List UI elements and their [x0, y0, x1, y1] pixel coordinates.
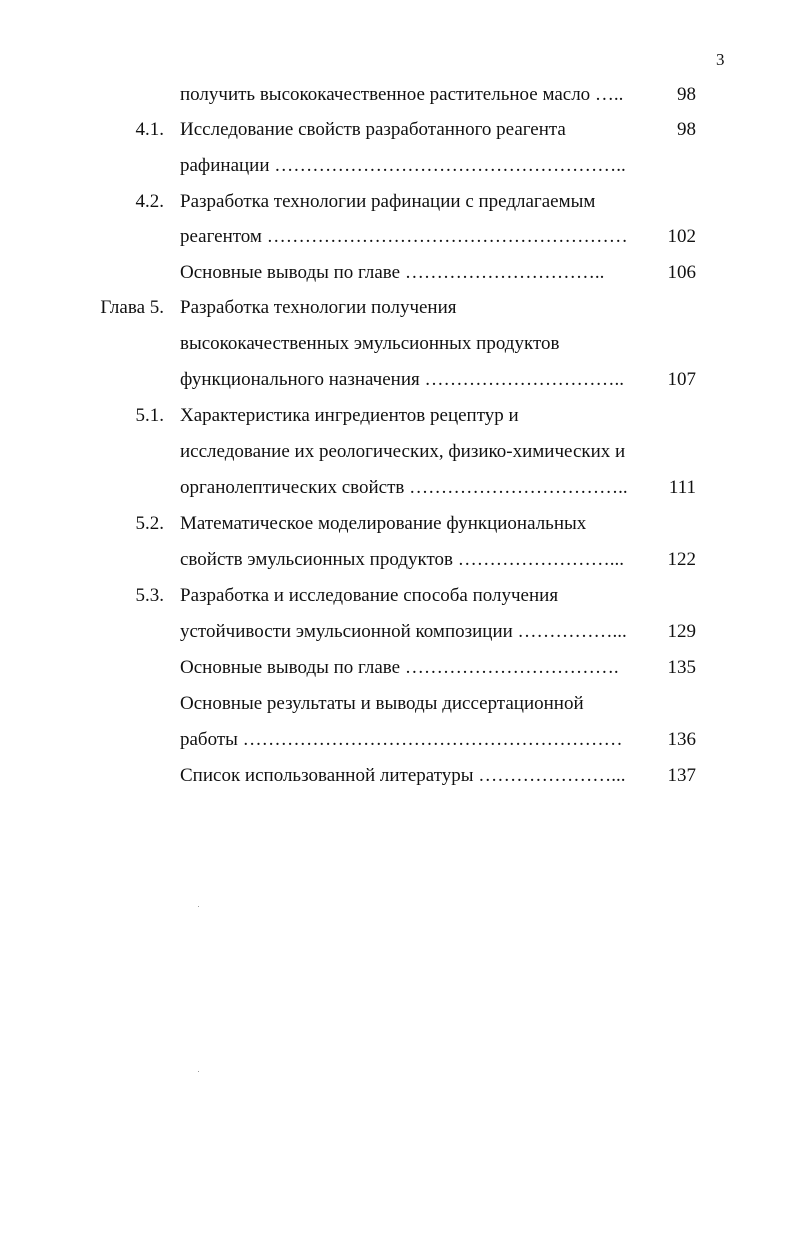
toc-line: [0, 290, 798, 326]
toc-section-number: 5.1.: [135, 405, 164, 426]
toc-entry-text: Разработка и исследование способа получения: [180, 585, 559, 606]
toc-line: [0, 326, 798, 362]
toc-line: [0, 650, 798, 686]
toc-line: [0, 506, 798, 542]
toc-section-number: 5.2.: [135, 513, 164, 534]
toc-entry-text: Разработка технологии рафинации с предлагаемым: [180, 191, 596, 212]
toc-page-number: 137: [667, 765, 696, 786]
toc-page-number: 106: [667, 262, 696, 283]
toc-line: [0, 184, 798, 220]
toc-line: [0, 434, 798, 470]
toc-line: [0, 758, 798, 794]
toc-line: [0, 614, 798, 650]
toc-entry-text: высококачественных эмульсионных продуктов: [180, 333, 560, 354]
toc-page-number: 122: [667, 549, 696, 570]
toc-line: [0, 362, 798, 398]
toc-entry-text: получить высококачественное растительное масло …..: [180, 84, 624, 105]
toc-entry-text: функционального назначения …………………………..: [180, 369, 624, 390]
toc-line: [0, 686, 798, 722]
toc-page-number: 98: [677, 84, 696, 105]
scan-speck: [198, 1071, 199, 1072]
toc-page-number: 129: [667, 621, 696, 642]
toc-line: [0, 148, 798, 184]
toc-line: [0, 470, 798, 506]
toc-entry-text: Основные выводы по главе …………………………….: [180, 657, 619, 678]
toc-line: [0, 255, 798, 291]
toc-entry-text: реагентом …………………………………………………: [180, 226, 628, 247]
toc-line: [0, 112, 798, 148]
toc-entry-text: Исследование свойств разработанного реагента: [180, 119, 566, 140]
toc-line: [0, 219, 798, 255]
toc-section-number: 5.3.: [135, 585, 164, 606]
toc-entry-text: Разработка технологии получения: [180, 297, 457, 318]
toc-entry-text: Основные выводы по главе …………………………..: [180, 262, 605, 283]
toc-line: [0, 398, 798, 434]
toc-entry-text: Математическое моделирование функциональных: [180, 513, 587, 534]
toc-entry-text: Основные результаты и выводы диссертационной: [180, 693, 584, 714]
toc-entry-text: Список использованной литературы …………………...: [180, 765, 626, 786]
toc-entry-text: Характеристика ингредиентов рецептур и: [180, 405, 519, 426]
toc-entry-text: устойчивости эмульсионной композиции ……………...: [180, 621, 627, 642]
scan-speck: [198, 906, 199, 907]
toc-section-number: 4.1.: [135, 119, 164, 140]
toc-entry-text: органолептических свойств ……………………………..: [180, 477, 628, 498]
toc-line: [0, 722, 798, 758]
toc-page-number: 136: [667, 729, 696, 750]
toc-line: [0, 77, 798, 113]
toc-page-number: 107: [667, 369, 696, 390]
toc-entry-text: свойств эмульсионных продуктов ……………………...: [180, 549, 624, 570]
toc-page-number: 111: [668, 477, 696, 498]
toc-page-number: 98: [677, 119, 696, 140]
toc-chapter-number: Глава 5.: [100, 297, 164, 318]
toc-entry-text: работы ……………………………………………………: [180, 729, 623, 750]
toc-page-number: 102: [667, 226, 696, 247]
toc-page-number: 135: [667, 657, 696, 678]
toc-line: [0, 542, 798, 578]
toc-section-number: 4.2.: [135, 191, 164, 212]
toc-entry-text: исследование их реологических, физико-химических и: [180, 441, 626, 462]
toc-line: [0, 578, 798, 614]
page-number: 3: [716, 50, 725, 69]
toc-entry-text: рафинации ………………………………………………..: [180, 155, 626, 176]
